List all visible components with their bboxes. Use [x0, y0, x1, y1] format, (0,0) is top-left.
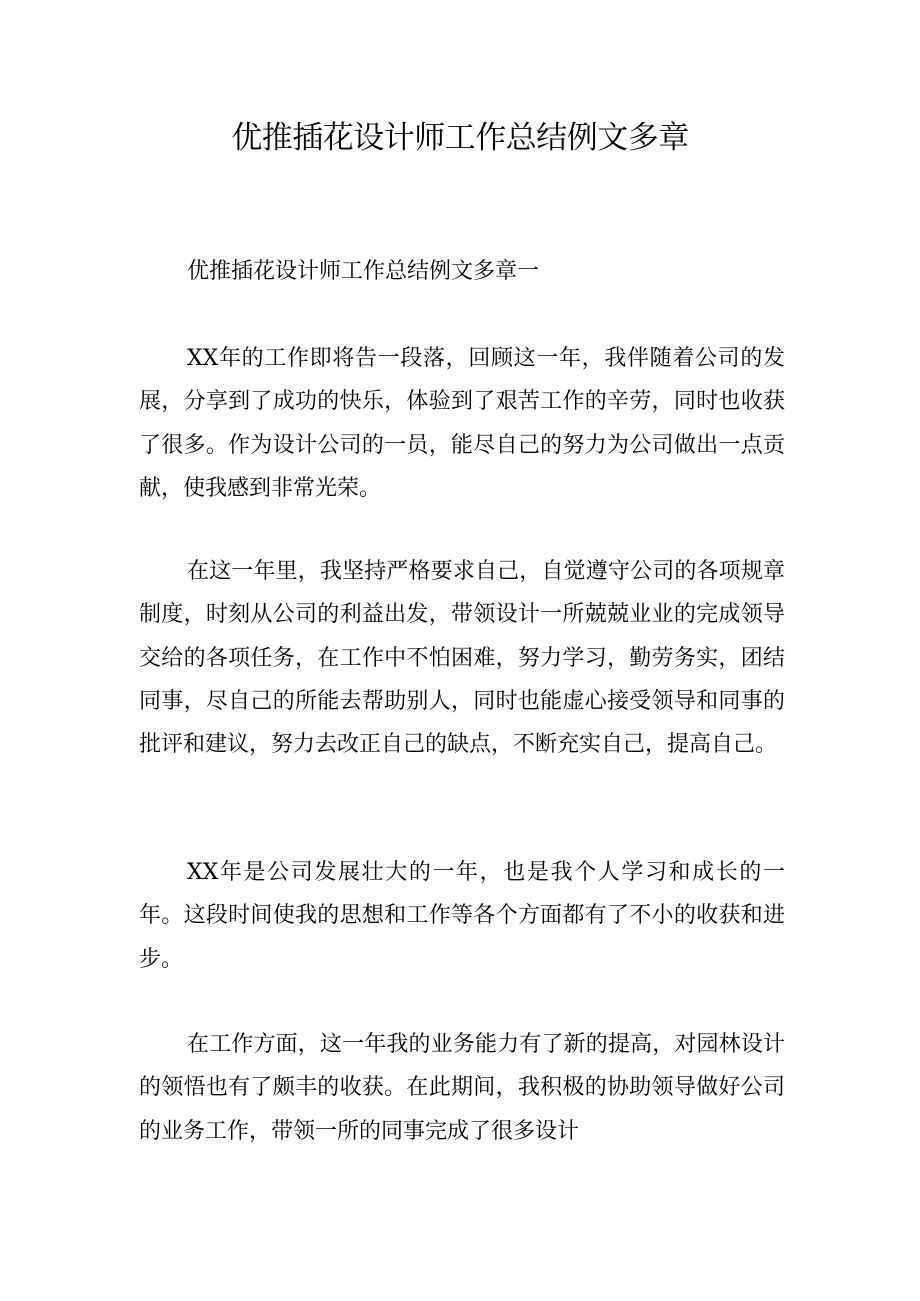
- paragraph-3: XX年是公司发展壮大的一年，也是我个人学习和成长的一年。这段时间使我的思想和工作等各个方面都有了不小的收获和进步。: [139, 860, 785, 972]
- paragraph-2: 在这一年里，我坚持严格要求自己，自觉遵守公司的各项规章制度，时刻从公司的利益出发，带领设计一所兢兢业业的完成领导交给的各项任务，在工作中不怕困难，努力学习，勤劳务实，团结同事，尽自己的所能去帮助别人，同时也能虚心接受领导和同事的批评和建议，努力去改正自己的缺点，不断充实自己，提高自己。: [139, 559, 785, 758]
- section-heading: 优推插花设计师工作总结例文多章一: [187, 259, 540, 284]
- document-title: 优推插花设计师工作总结例文多章: [231, 120, 689, 156]
- paragraph-1: XX年的工作即将告一段落，回顾这一年，我伴随着公司的发展，分享到了成功的快乐，体验到了艰苦工作的辛劳，同时也收获了很多。作为设计公司的一员，能尽自己的努力为公司做出一点贡献，使我感到非常光荣。: [139, 346, 785, 501]
- paragraph-4: 在工作方面，这一年我的业务能力有了新的提高，对园林设计的领悟也有了颇丰的收获。在此期间，我积极的协助领导做好公司的业务工作，带领一所的同事完成了很多设计: [139, 1032, 785, 1144]
